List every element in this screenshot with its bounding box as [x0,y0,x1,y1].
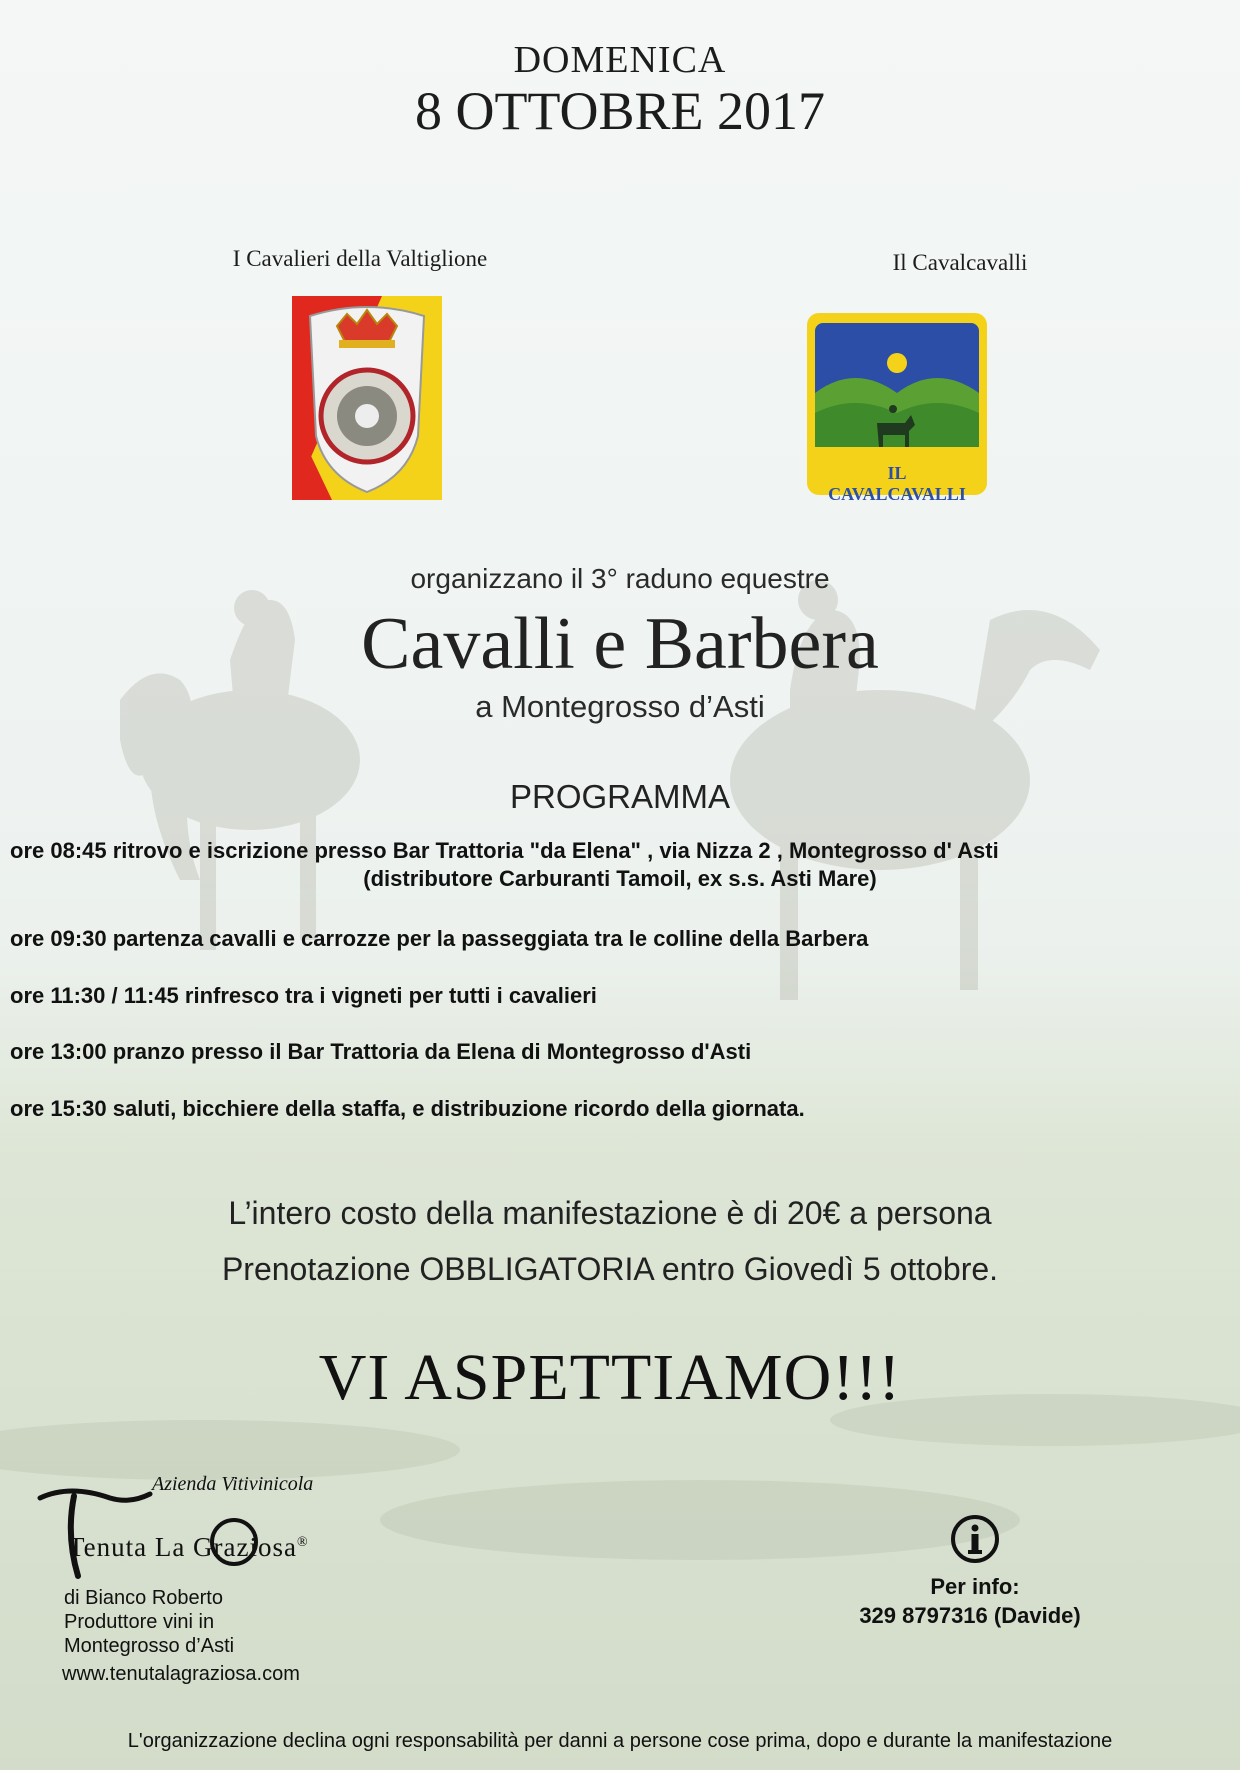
winery-role: Produttore vini in [64,1611,215,1633]
disclaimer: L'organizzazione declina ogni responsabilità per danni a persone cose prima, dopo e durante la manifestazione [127,1730,1113,1752]
program-title: PROGRAMMA [509,778,730,815]
event-date: 8 OTTOBRE 2017 [414,81,825,141]
program-item-note: (distributore Carburanti Tamoil, ex s.s. Asti Mare) [363,866,877,891]
winery-name-text: Tenuta La Graziosa [68,1532,298,1562]
winery-location: Montegrosso d’Asti [64,1635,235,1657]
info-label: Per info: [930,1574,1020,1599]
organizer-left-name: I Cavalieri della Valtiglione [232,246,488,271]
organizer-right-name: Il Cavalcavalli [892,250,1028,275]
event-day: DOMENICA [513,39,727,81]
winery-name [68,1532,309,1563]
registered-mark: ® [297,1535,309,1550]
program-item: ore 09:30 partenza cavalli e carrozze per la passeggiata tra le colline della Barbera [10,926,869,951]
cost-info: L’intero costo della manifestazione è di 20€ a persona [228,1195,992,1231]
winery-owner: di Bianco Roberto [64,1587,223,1609]
cavalieri-crest-logo [292,296,442,500]
info-phone[interactable]: 329 8797316 (Davide) [859,1603,1081,1628]
cavalcavalli-logo-text: IL CAVALCAVALLI [828,463,966,504]
event-intro: organizzano il 3° raduno equestre [410,563,830,594]
program-item: ore 08:45 ritrovo e iscrizione presso Bar Trattoria "da Elena" , via Nizza 2 , Montegrosso d' Asti [10,838,999,863]
booking-info: Prenotazione OBBLIGATORIA entro Giovedì 5 ottobre. [221,1251,999,1287]
winery-kicker: Azienda Vitivinicola [152,1473,314,1495]
info-icon [949,1513,1001,1565]
event-place: a Montegrosso d’Asti [475,689,765,724]
program-item: ore 13:00 pranzo presso il Bar Trattoria da Elena di Montegrosso d'Asti [10,1039,752,1064]
winery-details [64,1586,234,1658]
event-title: Cavalli e Barbera [361,603,879,685]
winery-website-link[interactable]: www.tenutalagraziosa.com [62,1663,300,1685]
program-item: ore 15:30 saluti, bicchiere della staffa, e distribuzione ricordo della giornata. [10,1096,805,1121]
program-item: ore 11:30 / 11:45 rinfresco tra i vigneti per tutti i cavalieri [10,983,597,1008]
closing-message: VI ASPETTIAMO!!! [318,1341,902,1414]
